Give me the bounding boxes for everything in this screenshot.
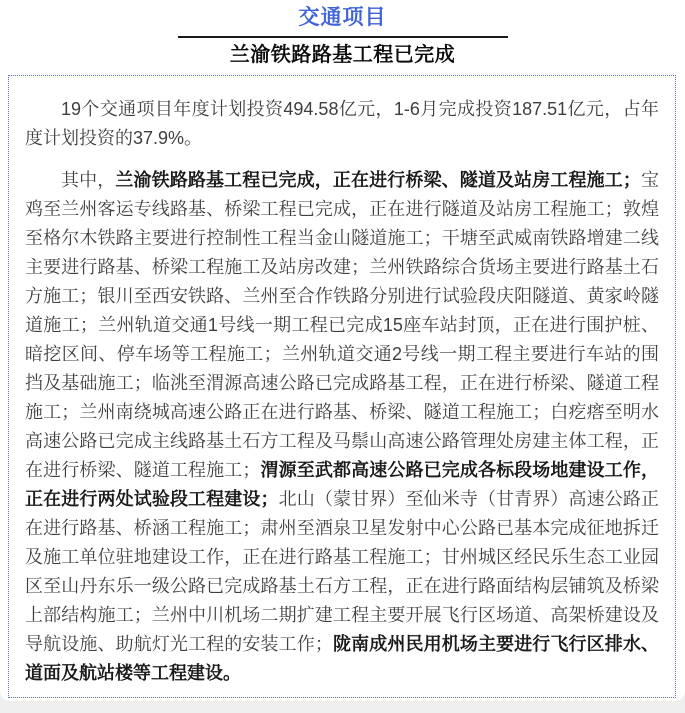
text-segment-rail-metro-road-projects: 宝鸡至兰州客运专线路基、桥梁工程已完成，正在进行隧道及站房工程施工；敦煌至格尔木铁路主要进行控制性工程当金山隧道施工；干塘至武威南铁路增建二线主要进行路基、桥梁工程施工及站房改建；兰州铁路综合货场主要进行路基土石方施工；银川至西安铁路、兰州至合作铁路分别进行试验段庆阳隧道、黄家岭隧道施工；兰州轨道交通1号线一期工程已完成15座车站封顶，正在进行围护桩、暗挖区间、停车场等工程施工；兰州轨道交通2号线一期工程主要进行车站的围挡及基础施工；临洮至渭源高速公路已完成路基工程，正在进行桥梁、隧道工程施工；兰州南绕城高速公路正在进行路基、桥梁、隧道工程施工；白疙瘩至明水高速公路已完成主线路基土石方工程及马鬃山高速公路管理处房建主体工程，正在进行桥梁、隧道工程施工； xyxy=(25,170,659,480)
article-title: 兰渝铁路路基工程已完成 xyxy=(229,44,456,66)
text-segment-bold-weiyuan-wudu-expressway: 渭源至武都高速公路已完成各标段场地建设工作，正在进行两处试验段工程建设； xyxy=(25,460,660,509)
article-body-box xyxy=(8,75,676,698)
category-title: 交通项目 xyxy=(298,6,387,29)
text-segment-bold-longnan-chengzhou-airport: 陇南成州民用机场主要进行飞行区排水、道面及航站楼等工程建设。 xyxy=(25,634,660,683)
text-segment-bold-lanyu-railway: 兰渝铁路路基工程已完成，正在进行桥梁、隧道及站房工程施工； xyxy=(115,170,641,190)
paragraph-investment-summary: 19个交通项目年度计划投资494.58亿元，1-6月完成投资187.51亿元，占年度计划投资的37.9%。 xyxy=(25,99,659,148)
page-header xyxy=(0,0,685,68)
text-segment-highway-airport-projects: 北山（蒙甘界）至仙米寺（甘青界）高速公路正在进行路基、桥涵工程施工；肃州至酒泉卫星发射中心公路已基本完成征地拆迁及施工单位驻地建设工作，正在进行路基工程施工；甘州城区经民乐生态工业园区至山丹东乐一级公路已完成路基土石方工程，正在进行路面结构层铺筑及桥梁上部结构施工；兰州中川机场二期扩建工程主要开展飞行区场道、高架桥建设及导航设施、助航灯光工程的安装工作； xyxy=(25,489,659,654)
paragraph-project-details xyxy=(25,166,659,688)
title-divider xyxy=(178,36,508,38)
text-segment-intro: 其中， xyxy=(61,170,116,190)
